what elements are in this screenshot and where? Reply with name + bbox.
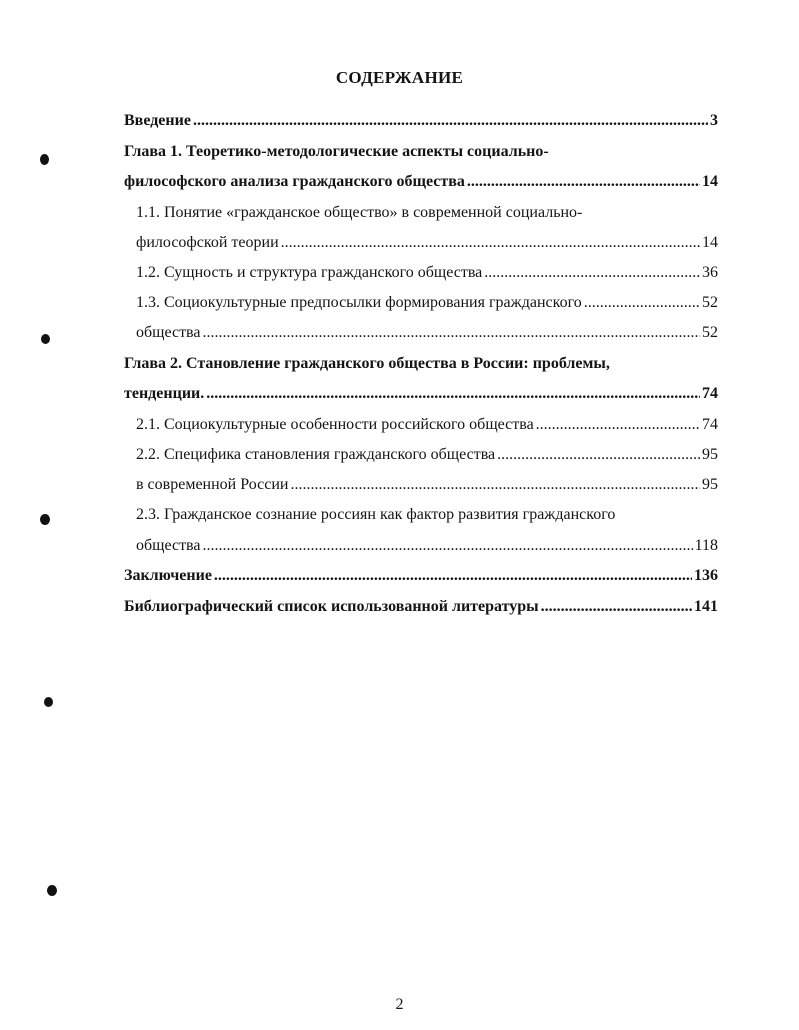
toc-entry-1-1-line1[interactable]: 1.1. Понятие «гражданское общество» в современной социально- <box>136 204 583 221</box>
toc-entry-label: Заключение <box>124 567 212 584</box>
toc-entry-label: 1.3. Социокультурные предпосылки формирования гражданского <box>136 294 582 311</box>
toc-page-number: 74 <box>702 385 718 402</box>
binder-hole-mark <box>47 885 57 896</box>
toc-entry-label: 1.2. Сущность и структура гражданского общества <box>136 264 483 281</box>
toc-page-number: 95 <box>702 476 718 493</box>
toc-page-number: 14 <box>702 173 718 190</box>
toc-entry-ch2[interactable] <box>124 384 718 404</box>
toc-page-number: 36 <box>702 264 718 281</box>
toc-entry-1-2[interactable] <box>136 263 718 283</box>
toc-entry-bibliography[interactable] <box>124 597 718 617</box>
toc-leader <box>484 263 700 283</box>
toc-entry-label: 2.2. Специфика становления гражданского общества <box>136 446 496 463</box>
toc-page-number: 52 <box>702 324 718 341</box>
toc-page-number: 14 <box>702 234 718 251</box>
toc-entry-ch1-line1[interactable]: Глава 1. Теоретико-методологические аспекты социально- <box>124 143 549 160</box>
toc-leader <box>290 475 700 495</box>
toc-page-number: 141 <box>694 598 718 615</box>
toc-leader <box>541 597 692 617</box>
toc-leader <box>281 233 700 253</box>
toc-entry-label: философской теории <box>136 234 279 251</box>
toc-leader <box>584 293 700 313</box>
toc-entry-ch1[interactable] <box>124 172 718 192</box>
toc-leader <box>497 445 700 465</box>
binder-hole-mark <box>40 514 50 525</box>
toc-entry-2-1[interactable] <box>136 415 718 435</box>
toc-entry-label: Введение <box>124 112 191 129</box>
toc-entry-label: тенденции. <box>124 385 205 402</box>
toc-leader <box>467 172 700 192</box>
toc-entry-2-2-line1[interactable] <box>136 445 718 465</box>
toc-page-number: 52 <box>702 294 718 311</box>
toc-page-number: 74 <box>702 416 718 433</box>
toc-entry-label: в современной России <box>136 476 289 493</box>
toc-entry-1-1[interactable] <box>136 233 718 253</box>
toc-leader <box>536 415 700 435</box>
toc-entry-label: Библиографический список использованной литературы <box>124 598 539 615</box>
toc-leader <box>203 536 693 556</box>
toc-page-number: 136 <box>694 567 718 584</box>
binder-hole-mark <box>41 334 50 344</box>
toc-leader <box>193 111 708 131</box>
toc-entry-label: общества <box>136 324 201 341</box>
toc-page-number: 118 <box>694 537 718 554</box>
toc-entry-ch2-line1[interactable]: Глава 2. Становление гражданского общества в России: проблемы, <box>124 355 610 372</box>
binder-hole-mark <box>44 697 53 707</box>
toc-leader <box>203 323 701 343</box>
toc-entry-2-3[interactable] <box>136 536 718 556</box>
toc-entry-intro[interactable] <box>124 111 718 131</box>
toc-page-number: 3 <box>710 112 718 129</box>
toc-leader <box>206 384 700 404</box>
toc-entry-label: общества <box>136 537 201 554</box>
binder-hole-mark <box>40 154 49 165</box>
toc-entry-label: философского анализа гражданского общества <box>124 173 465 190</box>
toc-page-number: 95 <box>702 446 718 463</box>
toc-entry-1-3[interactable] <box>136 323 718 343</box>
page-title: СОДЕРЖАНИЕ <box>335 68 464 87</box>
toc-entry-conclusion[interactable] <box>124 566 718 586</box>
toc-entry-1-3-line1[interactable] <box>136 293 718 313</box>
page-number: 2 <box>395 996 404 1013</box>
toc-entry-2-2[interactable] <box>136 475 718 495</box>
toc-entry-2-3-line1[interactable]: 2.3. Гражданское сознание россиян как фактор развития гражданского <box>136 506 616 523</box>
toc-entry-label: 2.1. Социокультурные особенности российского общества <box>136 416 534 433</box>
toc-leader <box>214 566 692 586</box>
